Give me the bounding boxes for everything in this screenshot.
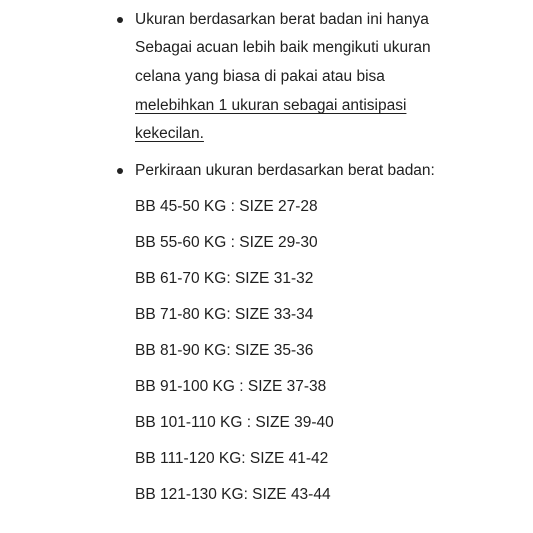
note-line-4: melebihkan 1 ukuran sebagai antisipasi xyxy=(135,97,407,114)
size-row: BB 81-90 KG: SIZE 35-36 xyxy=(135,342,314,359)
size-row: BB 55-60 KG : SIZE 29-30 xyxy=(135,234,318,251)
note-line-5: kekecilan. xyxy=(135,125,204,142)
size-row: BB 61-70 KG: SIZE 31-32 xyxy=(135,270,314,287)
note-line-2: Sebagai acuan lebih baik mengikuti ukuran xyxy=(135,39,431,56)
note-line-3: celana yang biasa di pakai atau bisa xyxy=(135,68,385,85)
size-row: BB 111-120 KG: SIZE 41-42 xyxy=(135,450,329,467)
estimate-heading: Perkiraan ukuran berdasarkan berat badan: xyxy=(135,162,435,179)
size-row: BB 71-80 KG: SIZE 33-34 xyxy=(135,306,314,323)
size-row: BB 45-50 KG : SIZE 27-28 xyxy=(135,198,318,215)
bullet-dot xyxy=(117,168,123,174)
bullet-dot xyxy=(117,17,123,23)
note-line-1: Ukuran berdasarkan berat badan ini hanya xyxy=(135,11,429,28)
size-row: BB 91-100 KG : SIZE 37-38 xyxy=(135,378,327,395)
size-row: BB 121-130 KG: SIZE 43-44 xyxy=(135,486,331,503)
size-row: BB 101-110 KG : SIZE 39-40 xyxy=(135,414,334,431)
